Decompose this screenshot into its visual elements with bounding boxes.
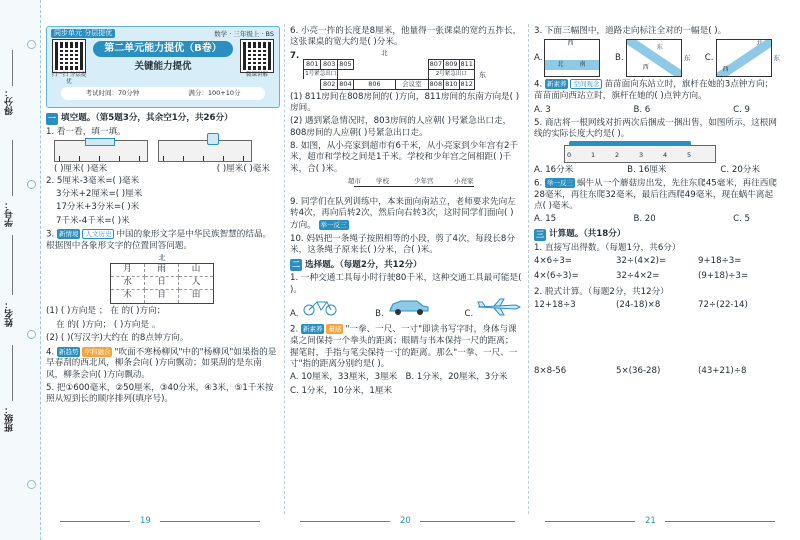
road-label: 北 — [557, 61, 564, 69]
north-label: 北 — [158, 254, 166, 263]
road-figure — [626, 39, 682, 77]
airplane-icon — [476, 298, 522, 316]
q1-left-answer[interactable]: ( )厘米( )毫米 — [54, 164, 108, 175]
road-label: 西 — [642, 64, 649, 72]
q6-text: 6. 小亮一拃的长度是8厘米，他量得一张课桌的宽约五拃长，这张课桌的宽大约是( )分米。 — [290, 26, 522, 48]
option-a[interactable]: A. 3 — [534, 104, 551, 115]
new-trend-tag: 新趋势 — [58, 347, 79, 356]
road-direction-options — [534, 39, 780, 77]
room-cell: 802 — [321, 79, 338, 89]
exit-2-label: 2号紧急出口 — [428, 69, 474, 79]
option-c[interactable]: C. 9 — [733, 104, 750, 115]
room-cell: 会议室 — [396, 79, 429, 89]
name-label: 姓名： — [5, 300, 15, 327]
section-title: 填空题。（第5题3分，其余空1分，共26分） — [61, 113, 233, 124]
footer-line — [300, 521, 390, 522]
calc2-row — [534, 366, 780, 377]
pictograph-cell: 雨 — [145, 264, 179, 277]
q3-sub1b: 在 的( )方向； ( )方向是 。 — [56, 319, 161, 330]
option-a[interactable]: A. 16分米 — [534, 164, 574, 175]
road-label: 南 — [579, 61, 586, 69]
extension-tag: 举一反三 — [546, 178, 573, 187]
corridor — [304, 79, 321, 89]
point-label: 小亮家 — [454, 177, 474, 186]
choice-q1-text: 1. 一种交通工具每小时行驶80千米，这种交通工具最可能是( )。 — [290, 273, 522, 295]
qr-caption: 扫一扫 分层提优 — [51, 72, 87, 86]
measured-object — [207, 133, 219, 145]
pictograph-cell: 目 — [145, 290, 179, 303]
ruler-tick-label: 2 — [615, 150, 620, 159]
room-cell: 808 — [429, 79, 443, 88]
section-title: 计算题。（共18分） — [549, 229, 626, 240]
option-c[interactable] — [705, 39, 780, 77]
q9-text — [290, 197, 522, 232]
pictograph-cell: 月 — [111, 264, 145, 277]
footer-line — [160, 521, 260, 522]
choice-q3-text: 3. 下面三幅图中，道路走向标注全对的一幅是( )。 — [534, 26, 727, 36]
page-number: 21 — [645, 516, 656, 526]
corridor — [353, 69, 396, 79]
page-number: 20 — [400, 516, 411, 526]
page-19-content — [46, 110, 278, 408]
binding-hole — [27, 180, 36, 189]
choice-q6-body: 蜗牛从一个蘑菇房出发，先往东爬45毫米，再往西爬28毫米，再往东爬32毫米，最后往西爬49毫米，现在蜗牛离起点( )毫米。 — [534, 178, 777, 212]
road-label: 东 — [683, 54, 691, 63]
footer-line — [420, 521, 515, 522]
humanities-tag: 人文历史 — [82, 229, 114, 239]
class-label: 班级： — [5, 405, 15, 432]
calc-item[interactable]: (43+21)÷8 — [698, 366, 747, 377]
corridor — [353, 59, 396, 69]
subject-label: 数学 · 三年级上 · BS — [214, 30, 274, 38]
unit-subtitle: 关键能力提优 — [134, 61, 192, 72]
option-a[interactable]: A. 10厘米，33厘米，3厘米 — [290, 372, 398, 383]
exam-score: 满分：100+10分 — [188, 89, 241, 97]
q8-line-figure — [290, 177, 522, 195]
measured-object — [85, 138, 115, 146]
section-2-heading — [290, 259, 522, 271]
room-cell: 807 — [429, 59, 443, 68]
pictograph-grid — [110, 263, 214, 304]
page-21-column — [534, 26, 780, 514]
binding-hole — [27, 330, 36, 339]
q4-text: 4. 新趋势 学科融合 "吹面不寒杨柳风"中的"杨柳风"如果指的是早春刮的西北风，柳条会向( )方向飘动；如果刮的是东南风，柳条会向( )方向飘动。 — [46, 347, 277, 380]
q1-text: 1. 看一看，填一填。 — [46, 127, 126, 137]
q3-sub2: (2) ( )(写汉字)大约在 的8点钟方向。 — [46, 333, 189, 344]
calc-item[interactable]: 72÷(22-14) — [698, 300, 748, 311]
bicycle-icon — [301, 298, 341, 316]
class-line — [12, 345, 13, 401]
corridor — [338, 69, 353, 79]
option-b[interactable]: B. 16厘米 — [627, 164, 667, 175]
option-a[interactable] — [290, 298, 341, 320]
page-number: 19 — [140, 516, 151, 526]
q3-body: 中国的象形文字是中华民族智慧的结晶。根据图中各象形文字的位置回答问题。 — [46, 229, 272, 251]
pictograph-cell: 日 — [145, 277, 179, 290]
calc-item[interactable]: (24-18)×8 — [616, 300, 661, 311]
q2-line: 3分米+2厘米=( )厘米 — [56, 189, 143, 200]
calc-item[interactable]: 5×(36-28) — [616, 366, 661, 377]
footer-line — [665, 521, 775, 522]
q1-answers — [46, 164, 278, 175]
student-number-label: 学号： — [5, 200, 15, 227]
section-number: 三 — [536, 229, 544, 239]
vehicle-options — [290, 298, 522, 320]
footer-line — [60, 521, 130, 522]
exit-1-label: 1号紧急出口 — [304, 69, 338, 79]
binding-hole — [27, 40, 36, 49]
option-letter: A. — [290, 309, 299, 319]
room-cell: 804 — [339, 79, 352, 88]
series-label: 同步单元 分层提优 — [51, 29, 115, 38]
option-a[interactable] — [534, 39, 600, 77]
q2-head: 2. 5厘米-3毫米=( )毫米 — [46, 175, 140, 186]
column-divider — [284, 24, 285, 514]
choice-q2-body: "一拳、一尺、一寸"即读书写字时，身体与课桌之间保持一个拳头的距离；眼睛与书本保持一尺的距离；握笔时，手指与笔尖保持一寸的距离。那么"一拳、一尺、一寸"指的距离分别约是( )。 — [290, 324, 518, 369]
road-figure — [544, 39, 600, 77]
room-cell: 810 — [445, 79, 458, 88]
q2-line: 7千米-4千米=( )米 — [56, 215, 130, 226]
option-b[interactable]: B. 1分米，20厘米，3分米 — [405, 372, 508, 383]
ruler-tick-label: 4 — [663, 150, 668, 159]
room-cell: 805 — [339, 59, 352, 68]
q5-text: 5. 把①600毫米，②50厘米，③40分米，④3米，⑤1千米按照从短到长的顺序排列(填序号)。 — [46, 383, 274, 405]
pictograph-cell: 田 — [191, 290, 201, 301]
calc-item[interactable]: (9+18)÷3= — [698, 271, 749, 282]
calc-item[interactable]: 32÷(4×2)= — [616, 256, 667, 267]
calc-item[interactable]: 4×6÷3= — [534, 256, 573, 267]
section-1-heading — [46, 113, 278, 125]
footer-line — [545, 521, 635, 522]
corridor — [396, 69, 429, 79]
qr-code-icon[interactable] — [53, 40, 85, 72]
new-situation-tag: 新情境 — [58, 230, 79, 239]
option-letter: C. — [464, 309, 474, 319]
interdisciplinary-tag: 学科融合 — [84, 347, 111, 356]
cable-ruler-figure — [564, 145, 716, 163]
room-cell: 811 — [460, 59, 473, 68]
pictograph-cell: 水 — [111, 277, 145, 290]
q7-label: 7. — [290, 50, 300, 61]
section-number: 一 — [48, 114, 56, 123]
road-label: 东 — [773, 54, 780, 63]
q1-right-answer[interactable]: ( )厘米( )毫米 — [216, 164, 270, 175]
choice-q4-text: 4. 新素养 空间观念 苗苗面向东站立时，旗杆在她的3点钟方向；苗苗面向西站立时，旗杆在她的( )点钟方向。 — [534, 79, 774, 102]
binding-strip — [0, 0, 41, 540]
option-letter: B. — [615, 52, 624, 63]
qr-code-icon[interactable] — [241, 40, 273, 72]
road-label: 西 — [722, 66, 729, 74]
room-cell: 806 — [353, 79, 396, 89]
road-band — [626, 39, 682, 77]
pictograph-cell: 木 — [111, 290, 145, 303]
section-title: 选择题。（每题2分，共12分） — [305, 259, 422, 270]
room-table — [303, 59, 475, 90]
ruler-tick-label: 0 — [567, 150, 572, 159]
calc1-head: 1. 直接写出得数。（每题1分，共6分） — [534, 242, 681, 253]
cable-bundle — [569, 141, 691, 146]
q9-body: 9. 同学们在队列训练中，本来面向南站立，老师要求先向左转4次，再向后转2次，然后向右转3次，这时同学们面向( )方向。 — [290, 197, 516, 231]
qr-caption: 微课讲解 — [245, 72, 268, 78]
q7-figure — [290, 48, 522, 90]
new-literacy-tag: 新素养 — [302, 325, 323, 334]
ruler-figure — [54, 140, 148, 162]
option-b[interactable]: B. 20 — [633, 214, 656, 225]
option-b[interactable] — [615, 39, 690, 77]
q1-rulers — [54, 140, 278, 162]
pictograph-cell: 山 — [179, 264, 213, 277]
q7-sub2: (2) 遇到紧急情况时，803房间的人应朝( )号紧急出口走，808房间的人应朝( )号紧急出口走。 — [290, 116, 512, 138]
option-b[interactable] — [375, 298, 430, 320]
choice-q2-options — [290, 372, 522, 383]
extension-tag: 举一反三 — [320, 220, 347, 229]
choice-q2-text: 2. 新素养 量感 "一拳、一尺、一寸"即读书写字时，身体与课桌之间保持一个拳头的距离；眼睛与书本保持一尺的距离；握笔时，手指与笔尖保持一寸的距离。那么"一拳、一尺、一寸"指的距离分别约是( )。 — [290, 324, 518, 369]
point-label: 超市 — [348, 177, 361, 186]
point-label: 少年宫 — [414, 177, 434, 186]
ruler-figure — [158, 140, 252, 162]
floor-plan — [303, 48, 475, 90]
choice-q6-options — [534, 214, 780, 225]
room-cell: 801 — [304, 59, 321, 69]
room-cell: 812 — [460, 79, 473, 88]
choice-q4-options — [534, 105, 780, 116]
calc2-head: 2. 脱式计算。（每题2分，共12分） — [534, 286, 669, 297]
score-label: 得分： — [5, 88, 15, 115]
option-letter: A. — [534, 52, 543, 63]
option-c[interactable]: C. 5 — [733, 214, 750, 225]
room-cell: 803 — [321, 59, 338, 69]
road-label: 东 — [656, 44, 663, 52]
student-number-line — [12, 140, 13, 196]
calc-item[interactable]: 4×(6÷3)= — [534, 271, 579, 282]
calc-item[interactable]: 8×8-56 — [534, 366, 567, 377]
calc2-row — [534, 300, 780, 366]
ruler-tick-label: 3 — [639, 150, 644, 159]
sense-of-quantity-tag: 量感 — [328, 325, 342, 334]
spatial-concept-tag: 空间观念 — [570, 79, 602, 89]
option-c[interactable]: C. 20分米 — [720, 164, 760, 175]
q3-text: 3. 新情境 人文历史 中国的象形文字是中华民族智慧的结晶。根据图中各象形文字的位置回答问题。 — [46, 229, 272, 251]
north-label: 北 — [381, 48, 388, 57]
unit-header-card — [46, 26, 280, 108]
car-icon — [387, 298, 431, 316]
calc-item[interactable]: 12+18÷3 — [534, 300, 576, 311]
q7-sub1: (1) 811房间在808房间的( )方向，811房间的东南方向是( )房间。 — [290, 91, 520, 114]
road-label: 西 — [567, 40, 574, 48]
section-3-heading — [534, 229, 780, 241]
option-c[interactable] — [465, 298, 522, 320]
choice-q6-text: 6. 举一反三 蜗牛从一个蘑菇房出发，先往东爬45毫米，再往西爬28毫米，再往东爬32毫米，最后往西爬49毫米，现在蜗牛离起点( )毫米。 — [534, 178, 777, 212]
section-number: 二 — [292, 260, 300, 270]
page-19-column — [46, 26, 278, 514]
road-figure — [716, 39, 772, 77]
choice-q4-body: 苗苗面向东站立时，旗杆在她的3点钟方向；苗苗面向西站立时，旗杆在她的( )点钟方向。 — [534, 79, 774, 102]
page-20-column — [290, 26, 522, 514]
point-label: 学校 — [376, 177, 389, 186]
ruler-tick-label: 5 — [687, 150, 692, 159]
ruler-tick-label: 1 — [591, 150, 596, 159]
road-line — [354, 186, 474, 187]
q8-text: 8. 如图，从小亮家到超市有6千米，从小亮家到少年宫有2千米，超市和学校之间是1千米。学校和少年宫之间相距( )千米，合( )米。 — [290, 141, 519, 174]
east-label: 东 — [478, 70, 486, 79]
q2-line: 17分米+3分米=( )米 — [56, 202, 140, 213]
corridor — [396, 59, 429, 69]
calc-item[interactable]: 9+18÷3= — [698, 256, 742, 267]
exam-time: 考试时间：70分钟 — [85, 89, 140, 97]
q4-body: "吹面不寒杨柳风"中的"杨柳风"如果指的是早春刮的西北风，柳条会向( )方向飘动；如果刮的是东南风，柳条会向( )方向飘动。 — [46, 347, 277, 380]
binding-hole — [27, 480, 36, 489]
option-letter: B. — [375, 309, 384, 319]
exam-info-bar — [61, 87, 265, 100]
name-line — [12, 235, 13, 295]
room-cell: 809 — [445, 59, 458, 68]
option-letter: C. — [704, 52, 714, 63]
pictograph-cell: 人 — [179, 277, 213, 290]
option-b[interactable]: B. 6 — [633, 104, 651, 115]
calc-item[interactable]: 32÷4×2= — [616, 271, 660, 282]
option-a[interactable]: A. 15 — [534, 214, 557, 225]
calc1-grid — [534, 256, 780, 283]
choice-q5-options — [534, 165, 780, 176]
column-divider — [528, 24, 529, 514]
choice-q5-text: 5. 商店将一根网线对折两次后捆成一捆出售，如图所示，这根网线的实际长度大约是( )。 — [534, 117, 777, 140]
unit-title: 第二单元能力提优（B卷） — [93, 41, 233, 57]
q10-text: 10. 妈妈把一条绳子按照相等的小段，剪了4次，每段长8分米，这条绳子原来长( )分米，合( )米。 — [290, 233, 515, 255]
option-c[interactable]: C. 1分米，10分米，1厘米 — [290, 385, 393, 396]
q3-sub1: (1) ( )方向是 ； 在 的( )方向； — [46, 306, 166, 317]
new-literacy-tag: 新素养 — [546, 80, 567, 89]
road-band — [545, 60, 599, 70]
score-line — [12, 50, 13, 86]
